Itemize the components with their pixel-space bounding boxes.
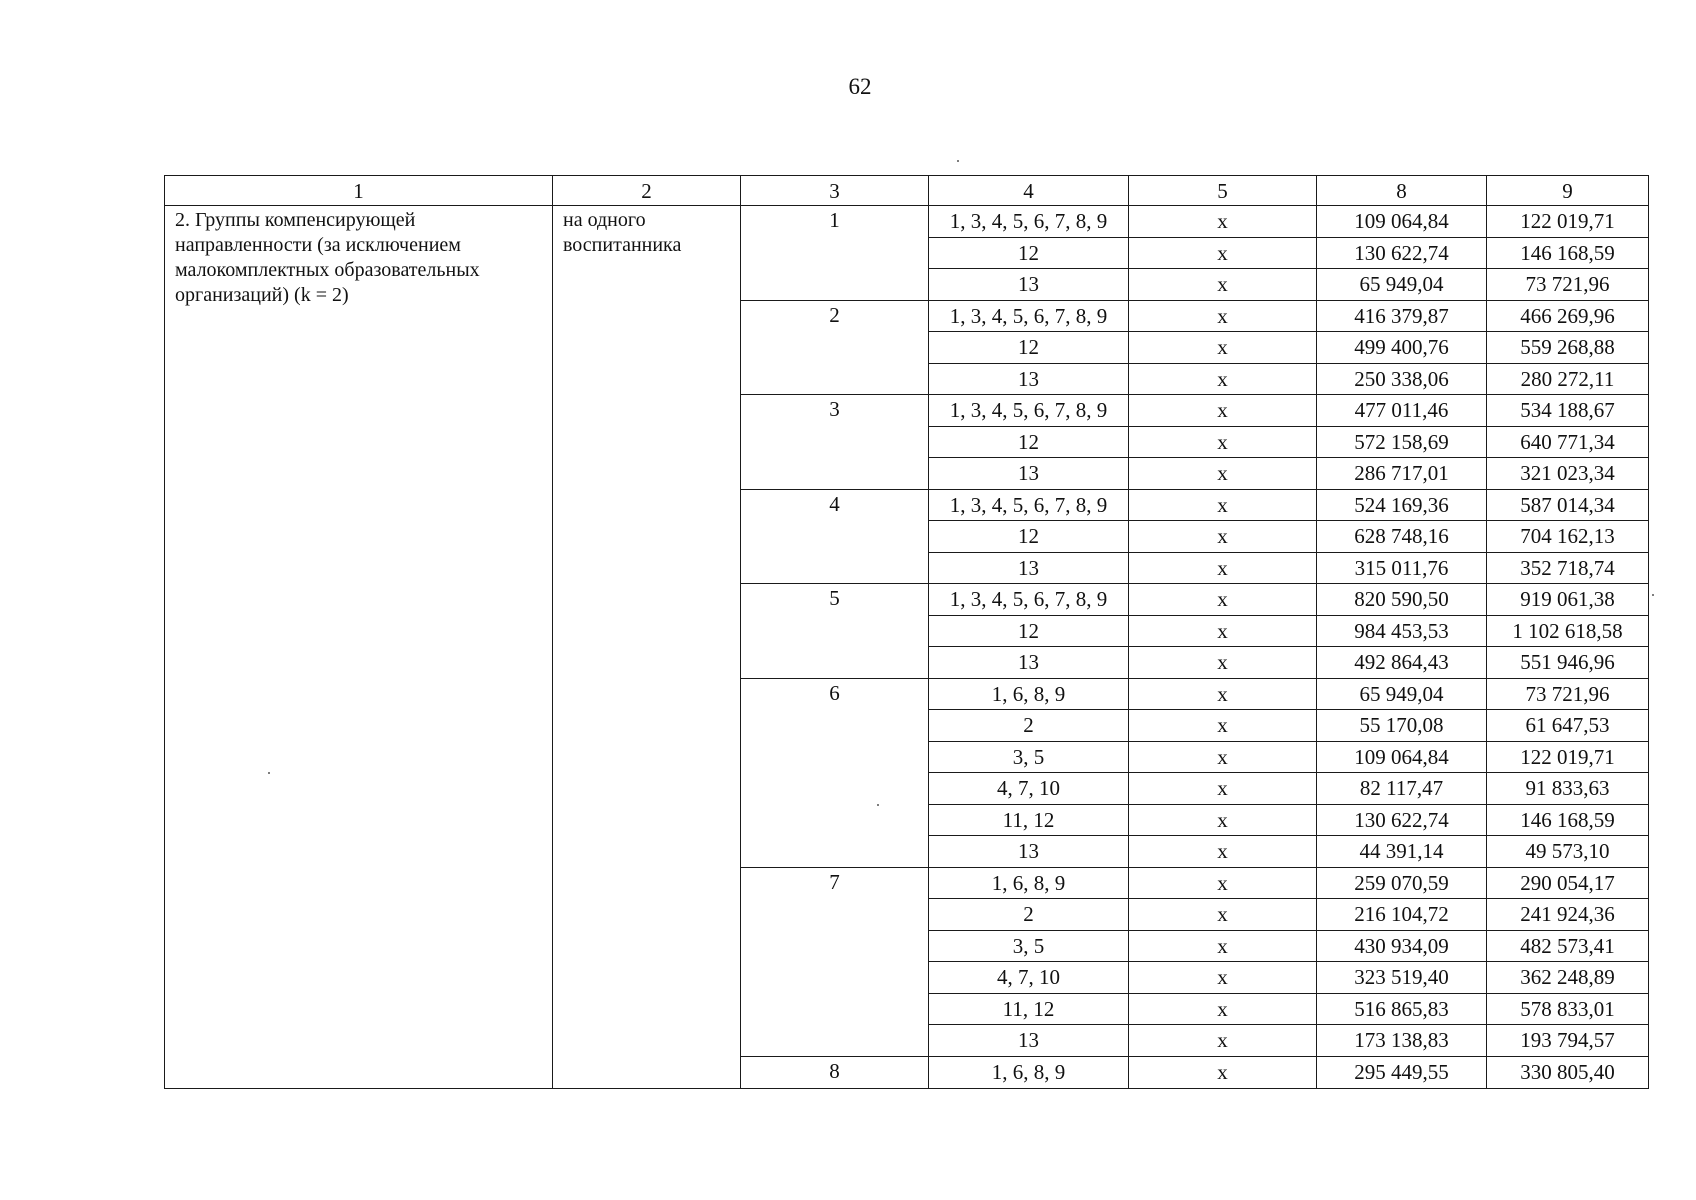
column-5-cell: x [1129, 521, 1317, 553]
column-4-cell: 1, 3, 4, 5, 6, 7, 8, 9 [929, 206, 1129, 238]
column-5-cell: x [1129, 741, 1317, 773]
column-5-cell: x [1129, 332, 1317, 364]
scan-speck [877, 804, 879, 806]
column-8-cell: 55 170,08 [1317, 710, 1487, 742]
column-8-cell: 572 158,69 [1317, 426, 1487, 458]
column-8-cell: 173 138,83 [1317, 1025, 1487, 1057]
column-5-cell: x [1129, 489, 1317, 521]
column-5-cell: x [1129, 615, 1317, 647]
scan-speck [957, 160, 959, 162]
column-4-cell: 1, 6, 8, 9 [929, 1056, 1129, 1089]
column-5-cell: x [1129, 962, 1317, 994]
header-cell: 8 [1317, 176, 1487, 206]
column-9-cell: 280 272,11 [1487, 363, 1649, 395]
column-9-cell: 146 168,59 [1487, 804, 1649, 836]
column-9-cell: 122 019,71 [1487, 741, 1649, 773]
header-cell: 5 [1129, 176, 1317, 206]
table-header-row [165, 176, 1649, 206]
column-5-cell: x [1129, 993, 1317, 1025]
column-8-cell: 130 622,74 [1317, 804, 1487, 836]
column-5-cell: x [1129, 206, 1317, 238]
group-number-cell: 8 [741, 1056, 929, 1089]
column-8-cell: 492 864,43 [1317, 647, 1487, 679]
column-4-cell: 13 [929, 552, 1129, 584]
column-4-cell: 12 [929, 615, 1129, 647]
column-5-cell: x [1129, 930, 1317, 962]
column-4-cell: 4, 7, 10 [929, 773, 1129, 805]
column-8-cell: 628 748,16 [1317, 521, 1487, 553]
column-8-cell: 130 622,74 [1317, 237, 1487, 269]
column-5-cell: x [1129, 395, 1317, 427]
column-9-cell: 290 054,17 [1487, 867, 1649, 899]
column-4-cell: 2 [929, 899, 1129, 931]
column-9-cell: 466 269,96 [1487, 300, 1649, 332]
column-9-cell: 73 721,96 [1487, 678, 1649, 710]
column-8-cell: 477 011,46 [1317, 395, 1487, 427]
column-8-cell: 499 400,76 [1317, 332, 1487, 364]
group-number-cell: 2 [741, 300, 929, 395]
column-9-cell: 482 573,41 [1487, 930, 1649, 962]
column-5-cell: x [1129, 678, 1317, 710]
column-4-cell: 12 [929, 426, 1129, 458]
column-9-cell: 587 014,34 [1487, 489, 1649, 521]
column-9-cell: 578 833,01 [1487, 993, 1649, 1025]
column-4-cell: 1, 6, 8, 9 [929, 867, 1129, 899]
header-cell: 1 [165, 176, 553, 206]
column-4-cell: 2 [929, 710, 1129, 742]
column-5-cell: x [1129, 458, 1317, 490]
header-cell: 4 [929, 176, 1129, 206]
column-8-cell: 430 934,09 [1317, 930, 1487, 962]
column-8-cell: 416 379,87 [1317, 300, 1487, 332]
header-cell: 9 [1487, 176, 1649, 206]
column-9-cell: 330 805,40 [1487, 1056, 1649, 1089]
column-4-cell: 1, 3, 4, 5, 6, 7, 8, 9 [929, 489, 1129, 521]
header-cell: 2 [553, 176, 741, 206]
column-4-cell: 1, 6, 8, 9 [929, 678, 1129, 710]
group-number-cell: 6 [741, 678, 929, 867]
column-4-cell: 13 [929, 363, 1129, 395]
column-8-cell: 295 449,55 [1317, 1056, 1487, 1089]
column-9-cell: 362 248,89 [1487, 962, 1649, 994]
scan-speck [1652, 594, 1654, 596]
column-4-cell: 13 [929, 836, 1129, 868]
column-8-cell: 65 949,04 [1317, 269, 1487, 301]
column-4-cell: 13 [929, 647, 1129, 679]
column-8-cell: 820 590,50 [1317, 584, 1487, 616]
column-5-cell: x [1129, 1056, 1317, 1089]
column-8-cell: 216 104,72 [1317, 899, 1487, 931]
column-4-cell: 12 [929, 332, 1129, 364]
column-5-cell: x [1129, 237, 1317, 269]
column-8-cell: 516 865,83 [1317, 993, 1487, 1025]
column-5-cell: x [1129, 899, 1317, 931]
column-8-cell: 984 453,53 [1317, 615, 1487, 647]
column-8-cell: 259 070,59 [1317, 867, 1487, 899]
column-8-cell: 44 391,14 [1317, 836, 1487, 868]
column-4-cell: 13 [929, 269, 1129, 301]
column-5-cell: x [1129, 773, 1317, 805]
column-9-cell: 193 794,57 [1487, 1025, 1649, 1057]
column-8-cell: 109 064,84 [1317, 206, 1487, 238]
column-5-cell: x [1129, 836, 1317, 868]
group-number-cell: 4 [741, 489, 929, 584]
unit-cell: на одного воспитанника [553, 206, 741, 1089]
header-cell: 3 [741, 176, 929, 206]
column-9-cell: 919 061,38 [1487, 584, 1649, 616]
column-9-cell: 559 268,88 [1487, 332, 1649, 364]
column-5-cell: x [1129, 552, 1317, 584]
column-8-cell: 286 717,01 [1317, 458, 1487, 490]
column-5-cell: x [1129, 584, 1317, 616]
cost-table [164, 175, 1649, 1089]
column-5-cell: x [1129, 710, 1317, 742]
group-number-cell: 3 [741, 395, 929, 490]
column-4-cell: 1, 3, 4, 5, 6, 7, 8, 9 [929, 584, 1129, 616]
column-4-cell: 3, 5 [929, 930, 1129, 962]
column-5-cell: x [1129, 804, 1317, 836]
column-4-cell: 11, 12 [929, 804, 1129, 836]
column-5-cell: x [1129, 426, 1317, 458]
group-number-cell: 5 [741, 584, 929, 679]
column-4-cell: 1, 3, 4, 5, 6, 7, 8, 9 [929, 395, 1129, 427]
column-9-cell: 122 019,71 [1487, 206, 1649, 238]
column-4-cell: 1, 3, 4, 5, 6, 7, 8, 9 [929, 300, 1129, 332]
page-number: 62 [848, 74, 872, 99]
column-4-cell: 11, 12 [929, 993, 1129, 1025]
column-9-cell: 49 573,10 [1487, 836, 1649, 868]
column-4-cell: 4, 7, 10 [929, 962, 1129, 994]
column-4-cell: 13 [929, 458, 1129, 490]
column-9-cell: 551 946,96 [1487, 647, 1649, 679]
column-8-cell: 82 117,47 [1317, 773, 1487, 805]
column-9-cell: 640 771,34 [1487, 426, 1649, 458]
column-9-cell: 1 102 618,58 [1487, 615, 1649, 647]
column-9-cell: 352 718,74 [1487, 552, 1649, 584]
column-9-cell: 704 162,13 [1487, 521, 1649, 553]
column-8-cell: 315 011,76 [1317, 552, 1487, 584]
scan-speck [268, 772, 270, 774]
column-5-cell: x [1129, 269, 1317, 301]
column-9-cell: 534 188,67 [1487, 395, 1649, 427]
column-9-cell: 91 833,63 [1487, 773, 1649, 805]
column-9-cell: 61 647,53 [1487, 710, 1649, 742]
column-8-cell: 524 169,36 [1317, 489, 1487, 521]
column-9-cell: 146 168,59 [1487, 237, 1649, 269]
column-9-cell: 321 023,34 [1487, 458, 1649, 490]
group-number-cell: 1 [741, 206, 929, 301]
column-4-cell: 12 [929, 237, 1129, 269]
column-5-cell: x [1129, 363, 1317, 395]
column-4-cell: 3, 5 [929, 741, 1129, 773]
table-body [165, 176, 1649, 1089]
column-4-cell: 13 [929, 1025, 1129, 1057]
column-8-cell: 65 949,04 [1317, 678, 1487, 710]
item-name-cell: 2. Группы компенсирующей направленности (за исключением малокомплектных образовательных организаций) (k = 2) [165, 206, 553, 1089]
group-number-cell: 7 [741, 867, 929, 1056]
column-4-cell: 12 [929, 521, 1129, 553]
column-5-cell: x [1129, 300, 1317, 332]
column-8-cell: 109 064,84 [1317, 741, 1487, 773]
table-row [165, 206, 1649, 238]
column-8-cell: 323 519,40 [1317, 962, 1487, 994]
column-9-cell: 73 721,96 [1487, 269, 1649, 301]
column-5-cell: x [1129, 647, 1317, 679]
column-5-cell: x [1129, 1025, 1317, 1057]
column-9-cell: 241 924,36 [1487, 899, 1649, 931]
column-8-cell: 250 338,06 [1317, 363, 1487, 395]
column-5-cell: x [1129, 867, 1317, 899]
